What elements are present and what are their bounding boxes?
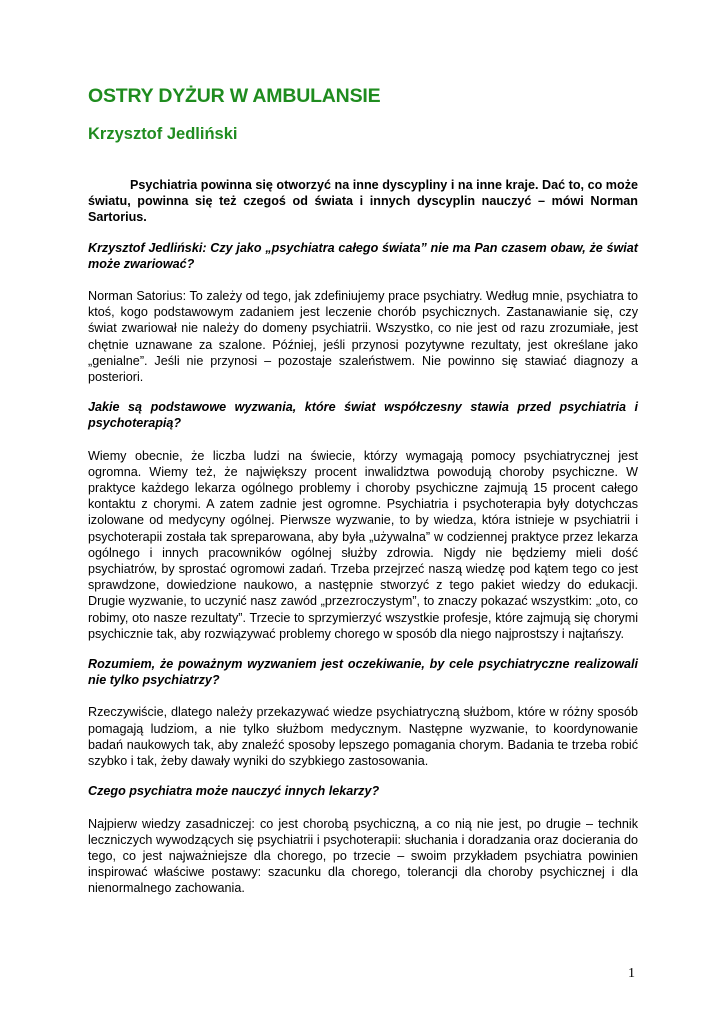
answer-4: Najpierw wiedzy zasadniczej: co jest chorobą psychiczną, a co nią nie jest, po drugie – technik leczniczych wywodzących się psychiatrii i psychoterapii: słuchania i doradzania oraz docierania do tego, co jest najważniejsze dla chorego, po trzecie – swoim przykładem psychiatra powinien inspirować właściwe postawy: szacunku dla chorego, tolerancji dla choroby psychicznej i dla nienormalnego zachowania. <box>88 816 638 896</box>
question-2: Jakie są podstawowe wyzwania, które świat współczesny stawia przed psychiatria i psychoterapią? <box>88 400 638 431</box>
article-author: Krzysztof Jedliński <box>88 125 238 143</box>
article-title: OSTRY DYŻUR W AMBULANSIE <box>88 85 381 107</box>
answer-1: Norman Satorius: To zależy od tego, jak zdefiniujemy prace psychiatry. Według mnie, psychiatra to ktoś, kogo podstawowym zadaniem jest leczenie chorób psychicznych. Zastanawianie się, czy świat zwariował nie należy do domeny psychiatrii. Wszystko, co nie jest od razu zrozumiałe, jest chętnie uznawane za szalone. Później, jeśli przynosi pozytywne rezultaty, jest określane jako „genialne”. Jeśli nie przynosi – pozostaje szaleństwem. Nie powinno się stawiać diagnozy a posteriori. <box>88 289 638 385</box>
question-1: Krzysztof Jedliński: Czy jako „psychiatra całego świata” nie ma Pan czasem obaw, że świat może zwariować? <box>88 240 638 271</box>
answer-2: Wiemy obecnie, że liczba ludzi na świecie, którzy wymagają pomocy psychiatrycznej jest ogromna. Wiemy też, że największy procent inwalidztwa powodują choroby psychiczne. W praktyce każdego lekarza ogólnego problemy i choroby psychiczne zajmują 15 procent całego kontaktu z chorymi. A zatem zadnie jest ogromne. Psychiatria i psychoterapia były dotychczas izolowane od medycyny ogólnej. Pierwsze wyzwanie, to by wiedza, która istnieje w psychiatrii i psychoterapii została tak spreparowana, aby była „używalna” w codziennej praktyce przez lekarza ogólnego i innych pracowników ogólnej służby zdrowia. Nigdy nie będziemy mieli dość psychiatrów, by sprostać ogromowi zadań. Trzeba przejrzeć naszą wiedzę pod kątem tego co jest sprawdzone, dowiedzione naukowo, a następnie stworzyć z tego pakiet wiedzy do edukacji. Drugie wyzwanie, to uczynić nasz zawód „przezroczystym”, to znaczy pokazać wszystkim: „oto, co robimy, oto nasze rezultaty”. Trzecie to sprzymierzyć wszystkie profesje, które zajmują się chorymi psychicznie tak, aby rozwiązywać problemy chorego w sposób dla niego najprostszy i najtańszy. <box>88 448 638 641</box>
page-number: 1 <box>628 966 635 981</box>
question-3: Rozumiem, że poważnym wyzwaniem jest oczekiwanie, by cele psychiatryczne realizowali nie tylko psychiatrzy? <box>88 657 638 688</box>
document-page <box>88 84 638 897</box>
lead-paragraph: Psychiatria powinna się otworzyć na inne dyscypliny i na inne kraje. Dać to, co może światu, powinna się też czegoś od świata i innych dyscyplin nauczyć – mówi Norman Sartorius. <box>88 178 638 225</box>
answer-3: Rzeczywiście, dlatego należy przekazywać wiedze psychiatryczną służbom, które w różny sposób pomagają ludziom, a nie tylko służbom medycznym. Następne wyzwanie, to koordynowanie badań naukowych tak, aby znaleźć sposoby lepszego pomagania chorym. Badania te trzeba robić szybko i tak, żeby dawały wyniki do szybkiego zastosowania. <box>88 705 638 769</box>
question-4: Czego psychiatra może nauczyć innych lekarzy? <box>88 784 380 799</box>
